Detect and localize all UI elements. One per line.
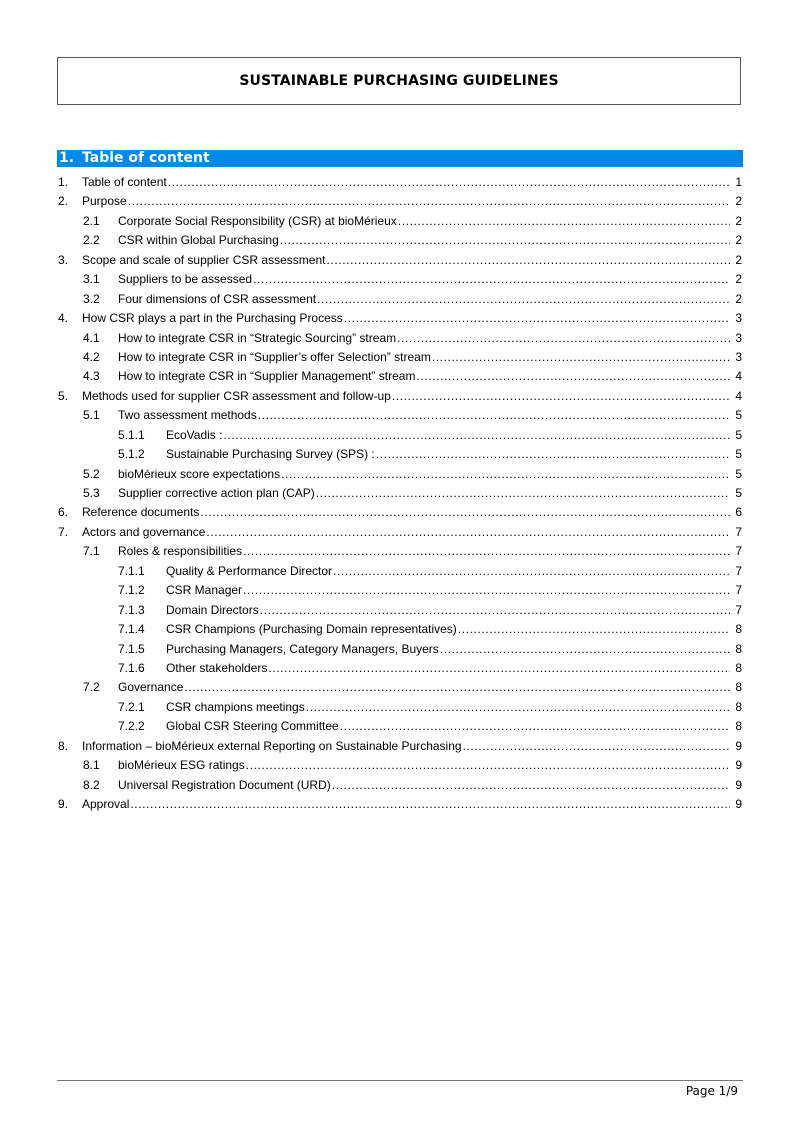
toc-entry-title[interactable]: Universal Registration Document (URD) bbox=[118, 776, 332, 795]
toc-dot-leader bbox=[223, 426, 730, 445]
toc-entry-page: 2 bbox=[735, 194, 742, 209]
toc-entry-title[interactable]: Scope and scale of supplier CSR assessment bbox=[82, 251, 326, 270]
toc-entry-number: 5.1 bbox=[83, 408, 100, 423]
toc-entry[interactable] bbox=[0, 309, 800, 328]
toc-entry-title[interactable]: Governance bbox=[118, 678, 184, 697]
toc-entry-leader bbox=[118, 329, 730, 348]
toc-entry-number: 5.2 bbox=[83, 466, 100, 481]
toc-dot-leader bbox=[206, 523, 730, 542]
toc-entry-leader bbox=[118, 756, 730, 775]
toc-dot-leader bbox=[281, 465, 730, 484]
toc-entry-page: 4 bbox=[735, 369, 742, 384]
toc-entry-leader bbox=[118, 367, 730, 386]
toc-entry-page: 7 bbox=[735, 583, 742, 598]
toc-entry-title[interactable]: Suppliers to be assessed bbox=[118, 270, 253, 289]
toc-dot-leader bbox=[458, 620, 730, 639]
toc-entry-title[interactable]: Purpose bbox=[82, 192, 128, 211]
toc-entry-number: 7.1.4 bbox=[118, 622, 145, 637]
toc-entry-leader bbox=[82, 795, 730, 814]
toc-dot-leader bbox=[440, 640, 730, 659]
toc-entry-number: 5.3 bbox=[83, 486, 100, 500]
toc-entry-page: 3 bbox=[735, 349, 742, 364]
toc-entry-number: 7.2.1 bbox=[118, 699, 145, 714]
toc-dot-leader bbox=[344, 309, 730, 328]
toc-entry-leader bbox=[166, 698, 730, 717]
toc-entry-title[interactable]: How to integrate CSR in “Supplier Management” stream bbox=[118, 367, 416, 386]
toc-dot-leader bbox=[184, 678, 730, 697]
toc-entry-title[interactable]: Four dimensions of CSR assessment bbox=[118, 290, 317, 309]
toc-entry-leader bbox=[166, 581, 730, 600]
toc-dot-leader bbox=[463, 737, 730, 756]
toc-entry[interactable] bbox=[0, 717, 800, 736]
toc-entry[interactable] bbox=[0, 562, 800, 581]
toc-entry-page: 7 bbox=[735, 602, 742, 617]
footer-divider bbox=[57, 1080, 743, 1081]
toc-entry-page: 8 bbox=[735, 660, 742, 675]
toc-entry-title[interactable]: bioMérieux ESG ratings bbox=[118, 756, 246, 775]
toc-dot-leader bbox=[243, 542, 730, 561]
toc-entry-title[interactable]: bioMérieux score expectations bbox=[118, 465, 281, 484]
toc-entry[interactable] bbox=[0, 192, 800, 211]
toc-entry-page: 6 bbox=[735, 505, 742, 520]
toc-entry-title[interactable]: Corporate Social Responsibility (CSR) at bioMérieux bbox=[118, 212, 398, 231]
toc-entry-title[interactable]: Other stakeholders bbox=[166, 659, 268, 678]
toc-entry-page: 8 bbox=[735, 719, 742, 734]
toc-dot-leader bbox=[416, 367, 730, 386]
toc-entry-leader bbox=[82, 173, 730, 192]
toc-entry-number: 9. bbox=[58, 797, 69, 811]
toc-entry-leader bbox=[166, 717, 730, 736]
toc-entry[interactable] bbox=[0, 251, 800, 270]
toc-entry-leader bbox=[118, 290, 730, 309]
toc-entry[interactable] bbox=[0, 406, 800, 425]
toc-entry-leader bbox=[166, 562, 730, 581]
toc-entry-number: 2.1 bbox=[83, 213, 100, 228]
toc-entry[interactable] bbox=[0, 795, 800, 814]
toc-entry-leader bbox=[118, 678, 730, 697]
toc-entry-title[interactable]: CSR Champions (Purchasing Domain representatives) bbox=[166, 620, 458, 639]
toc-entry-leader bbox=[82, 192, 730, 211]
toc-entry-number: 7.1 bbox=[83, 544, 100, 559]
toc-entry-page: 2 bbox=[735, 272, 742, 287]
toc-entry-leader bbox=[118, 231, 730, 250]
toc-entry-title[interactable]: CSR champions meetings bbox=[166, 698, 306, 717]
toc-entry-leader bbox=[82, 251, 730, 270]
toc-entry-number: 7.1.1 bbox=[118, 563, 145, 578]
toc-entry-page: 2 bbox=[735, 213, 742, 228]
toc-entry-number: 7.1.6 bbox=[118, 660, 145, 675]
toc-dot-leader bbox=[258, 406, 730, 425]
toc-entry-title[interactable]: How to integrate CSR in “Strategic Sourcing” stream bbox=[118, 329, 397, 348]
toc-dot-leader bbox=[246, 756, 730, 775]
toc-entry-title[interactable]: How CSR plays a part in the Purchasing Process bbox=[82, 309, 344, 328]
toc-entry-page: 5 bbox=[735, 466, 742, 481]
toc-entry[interactable] bbox=[0, 756, 800, 775]
toc-entry-title[interactable]: CSR Manager bbox=[166, 581, 243, 600]
toc-entry-page: 5 bbox=[735, 408, 742, 423]
toc-entry-leader bbox=[118, 212, 730, 231]
toc-dot-leader bbox=[128, 192, 730, 211]
toc-entry-title[interactable]: Sustainable Purchasing Survey (SPS) : bbox=[166, 445, 376, 464]
toc-entry-page: 5 bbox=[735, 447, 742, 462]
document-title: SUSTAINABLE PURCHASING GUIDELINES bbox=[239, 73, 559, 89]
toc-entry-title[interactable]: Roles & responsibilities bbox=[118, 542, 243, 561]
toc-entry[interactable] bbox=[0, 523, 800, 542]
toc-entry-page: 8 bbox=[735, 699, 742, 714]
toc-entry-number: 7. bbox=[58, 524, 69, 539]
toc-entry-leader bbox=[82, 503, 730, 522]
toc-dot-leader bbox=[397, 329, 730, 348]
toc-entry-leader bbox=[166, 640, 730, 659]
toc-entry-page: 8 bbox=[735, 641, 742, 656]
toc-entry-page: 2 bbox=[735, 233, 742, 248]
toc-entry-number: 7.1.3 bbox=[118, 602, 145, 617]
toc-entry-page: 8 bbox=[735, 622, 742, 637]
toc-entry[interactable] bbox=[0, 659, 800, 678]
toc-entry-title[interactable]: CSR within Global Purchasing bbox=[118, 231, 280, 250]
toc-entry-number: 6. bbox=[58, 505, 69, 520]
toc-entry-title[interactable]: Reference documents bbox=[82, 503, 200, 522]
toc-dot-leader bbox=[168, 173, 730, 192]
toc-entry-page: 9 bbox=[735, 758, 742, 773]
toc-dot-leader bbox=[333, 562, 730, 581]
toc-entry-number: 7.2 bbox=[83, 680, 100, 695]
toc-entry-number: 8.2 bbox=[83, 777, 100, 792]
toc-entry[interactable] bbox=[0, 737, 800, 756]
toc-entry-page: 5 bbox=[735, 486, 742, 500]
toc-dot-leader bbox=[268, 659, 730, 678]
toc-dot-leader bbox=[332, 776, 730, 795]
toc-entry-number: 4.2 bbox=[83, 349, 100, 364]
toc-entry-number: 5.1.1 bbox=[118, 427, 145, 442]
section-heading bbox=[57, 150, 743, 167]
toc-dot-leader bbox=[432, 348, 730, 367]
toc-dot-leader bbox=[392, 387, 730, 406]
toc-entry-page: 1 bbox=[735, 175, 742, 189]
toc-entry-title[interactable]: Approval bbox=[82, 795, 130, 814]
toc-entry[interactable] bbox=[0, 212, 800, 231]
toc-entry-number: 3.1 bbox=[83, 272, 100, 287]
toc-entry-title[interactable]: Quality & Performance Director bbox=[166, 562, 333, 581]
toc-dot-leader bbox=[200, 503, 730, 522]
toc-entry-page: 5 bbox=[735, 427, 742, 442]
toc-dot-leader bbox=[316, 484, 730, 503]
toc-entry-number: 7.1.2 bbox=[118, 583, 145, 598]
toc-entry-leader bbox=[118, 348, 730, 367]
toc-entry-leader bbox=[166, 620, 730, 639]
toc-entry-title[interactable]: Actors and governance bbox=[82, 523, 206, 542]
toc-entry[interactable] bbox=[0, 231, 800, 250]
toc-dot-leader bbox=[130, 795, 730, 814]
toc-entry[interactable] bbox=[0, 640, 800, 659]
toc-entry-leader bbox=[118, 270, 730, 289]
toc-entry[interactable] bbox=[0, 484, 800, 503]
toc-entry-number: 2.2 bbox=[83, 233, 100, 248]
toc-dot-leader bbox=[326, 251, 730, 270]
toc-entry-title[interactable]: Table of content bbox=[82, 173, 168, 192]
toc-entry[interactable] bbox=[0, 290, 800, 309]
toc-entry-number: 3.2 bbox=[83, 291, 100, 306]
toc-entry-title[interactable]: Supplier corrective action plan (CAP) bbox=[118, 484, 316, 503]
toc-entry-leader bbox=[82, 309, 730, 328]
toc-dot-leader bbox=[260, 601, 730, 620]
toc-entry[interactable] bbox=[0, 503, 800, 522]
document-title-box bbox=[57, 57, 741, 105]
toc-entry-title[interactable]: Domain Directors bbox=[166, 601, 260, 620]
toc-entry-title[interactable]: Two assessment methods bbox=[118, 406, 258, 425]
toc-dot-leader bbox=[280, 231, 730, 250]
toc-entry-number: 8. bbox=[58, 738, 69, 753]
toc-entry-page: 7 bbox=[735, 563, 742, 578]
toc-entry-number: 2. bbox=[58, 194, 69, 209]
toc-dot-leader bbox=[398, 212, 730, 231]
toc-entry-number: 4.3 bbox=[83, 369, 100, 384]
toc-entry-number: 1. bbox=[58, 175, 69, 189]
table-of-contents bbox=[0, 173, 800, 814]
toc-entry-page: 3 bbox=[735, 311, 742, 326]
toc-entry-title[interactable]: Methods used for supplier CSR assessment and follow-up bbox=[82, 387, 392, 406]
footer-page-number: Page 1/9 bbox=[685, 1084, 738, 1098]
toc-entry-leader bbox=[82, 523, 730, 542]
toc-entry[interactable] bbox=[0, 367, 800, 386]
toc-entry[interactable] bbox=[0, 678, 800, 697]
toc-entry-page: 9 bbox=[735, 738, 742, 753]
toc-entry[interactable] bbox=[0, 426, 800, 445]
toc-dot-leader bbox=[243, 581, 730, 600]
toc-entry-page: 9 bbox=[735, 777, 742, 792]
toc-entry[interactable] bbox=[0, 348, 800, 367]
toc-entry-leader bbox=[118, 542, 730, 561]
toc-entry-leader bbox=[118, 406, 730, 425]
toc-entry[interactable] bbox=[0, 329, 800, 348]
toc-entry-leader bbox=[166, 426, 730, 445]
toc-entry[interactable] bbox=[0, 387, 800, 406]
toc-entry-leader bbox=[118, 465, 730, 484]
toc-dot-leader bbox=[306, 698, 730, 717]
toc-entry-leader bbox=[166, 659, 730, 678]
toc-entry[interactable] bbox=[0, 542, 800, 561]
toc-entry-number: 7.1.5 bbox=[118, 641, 145, 656]
toc-entry-page: 7 bbox=[735, 524, 742, 539]
toc-entry-title[interactable]: EcoVadis : bbox=[166, 426, 223, 445]
toc-entry[interactable] bbox=[0, 620, 800, 639]
toc-entry-title[interactable]: Global CSR Steering Committee bbox=[166, 717, 340, 736]
toc-entry[interactable] bbox=[0, 270, 800, 289]
toc-entry-number: 4. bbox=[58, 311, 69, 326]
toc-entry-title[interactable]: Purchasing Managers, Category Managers, Buyers bbox=[166, 640, 440, 659]
toc-entry-number: 3. bbox=[58, 252, 69, 267]
section-number: 1. bbox=[59, 150, 75, 166]
toc-entry[interactable] bbox=[0, 445, 800, 464]
toc-dot-leader bbox=[340, 717, 730, 736]
toc-entry-leader bbox=[166, 601, 730, 620]
toc-entry[interactable] bbox=[0, 698, 800, 717]
toc-entry-leader bbox=[166, 445, 730, 464]
toc-entry[interactable] bbox=[0, 776, 800, 795]
toc-dot-leader bbox=[253, 270, 730, 289]
toc-entry-number: 5.1.2 bbox=[118, 447, 145, 462]
toc-entry-number: 4.1 bbox=[83, 330, 100, 345]
toc-dot-leader bbox=[376, 445, 730, 464]
toc-entry-page: 2 bbox=[735, 252, 742, 267]
toc-entry-page: 4 bbox=[735, 388, 742, 403]
toc-entry-number: 7.2.2 bbox=[118, 719, 145, 734]
toc-entry-page: 3 bbox=[735, 330, 742, 345]
toc-entry[interactable] bbox=[0, 581, 800, 600]
toc-entry-number: 5. bbox=[58, 388, 69, 403]
toc-entry[interactable] bbox=[0, 601, 800, 620]
toc-entry-page: 9 bbox=[735, 797, 742, 811]
toc-entry-page: 8 bbox=[735, 680, 742, 695]
toc-entry-page: 7 bbox=[735, 544, 742, 559]
toc-entry[interactable] bbox=[0, 465, 800, 484]
toc-entry[interactable] bbox=[0, 173, 800, 192]
toc-entry-leader bbox=[82, 387, 730, 406]
toc-entry-title[interactable]: How to integrate CSR in “Supplier’s offer Selection” stream bbox=[118, 348, 432, 367]
toc-entry-leader bbox=[118, 484, 730, 503]
toc-entry-title[interactable]: Information – bioMérieux external Reporting on Sustainable Purchasing bbox=[82, 737, 463, 756]
toc-entry-page: 2 bbox=[735, 291, 742, 306]
toc-entry-leader bbox=[118, 776, 730, 795]
toc-dot-leader bbox=[317, 290, 730, 309]
section-title: Table of content bbox=[82, 150, 210, 166]
toc-entry-leader bbox=[82, 737, 730, 756]
toc-entry-number: 8.1 bbox=[83, 758, 100, 773]
